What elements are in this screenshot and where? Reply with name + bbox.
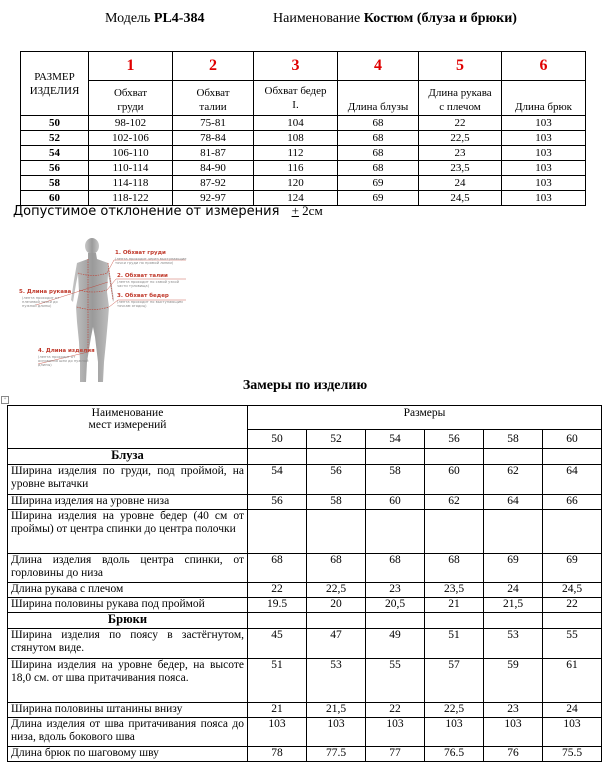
measurement-value: 56 (248, 495, 307, 510)
column-header: Обхват бедер I. (254, 81, 338, 116)
model-value: PL4-384 (153, 11, 205, 26)
size-value-cell: 81-87 (173, 146, 254, 161)
measurement-label: Длина брюк по шаговому шву (8, 747, 248, 762)
column-header: Длина брюк (502, 81, 586, 116)
column-number: 4 (338, 52, 419, 81)
size-value-cell: 68 (338, 116, 419, 131)
empty-cell (248, 449, 307, 465)
measurement-value: 68 (307, 554, 366, 583)
measurement-value: 77 (366, 747, 425, 762)
measurements-title: Замеры по изделию (242, 378, 368, 393)
size-column-header: 56 (425, 430, 484, 449)
size-value-cell: 110-114 (89, 161, 173, 176)
figure-note: (лента проходит по выступающим точкам ягодиц) (117, 300, 183, 308)
measurement-value: 57 (425, 659, 484, 703)
measurement-value: 23 (366, 583, 425, 598)
size-value-cell: 69 (338, 191, 419, 206)
figure-label: 4. Длина изделия (38, 348, 95, 354)
measurement-row (8, 598, 602, 613)
column-number: 3 (254, 52, 338, 81)
measurement-value: 53 (307, 659, 366, 703)
measurement-value (248, 510, 307, 554)
column-header: Длина рукава с плечом (419, 81, 502, 116)
size-value-cell: 124 (254, 191, 338, 206)
measurement-value: 22,5 (425, 703, 484, 718)
size-column-header: 58 (484, 430, 543, 449)
measurement-value: 56 (307, 465, 366, 495)
empty-cell (543, 613, 602, 629)
size-column-header: 60 (543, 430, 602, 449)
table-move-handle-icon[interactable]: + (1, 396, 9, 404)
size-value-cell: 103 (502, 161, 586, 176)
measurement-value: 22,5 (307, 583, 366, 598)
measurement-label: Длина изделия вдоль центра спинки, от горловины до низа (8, 554, 248, 583)
measurement-value: 59 (484, 659, 543, 703)
size-value-cell: 114-118 (89, 176, 173, 191)
product-name-label: Наименование (273, 11, 361, 26)
figure-label: 3. Обхват бедер (117, 293, 169, 299)
measurement-row (8, 629, 602, 659)
measurement-value: 58 (366, 465, 425, 495)
size-row (21, 161, 586, 176)
measurement-row (8, 703, 602, 718)
measurement-value: 22 (366, 703, 425, 718)
empty-cell (366, 449, 425, 465)
measurement-value: 54 (248, 465, 307, 495)
measurement-value: 62 (484, 465, 543, 495)
size-value-cell: 118-122 (89, 191, 173, 206)
measurement-value: 60 (425, 465, 484, 495)
size-column-header: 52 (307, 430, 366, 449)
section-title: Брюки (8, 613, 248, 629)
size-value-cell: 22,5 (419, 131, 502, 146)
column-number: 2 (173, 52, 254, 81)
measurement-value: 69 (543, 554, 602, 583)
body-silhouette (16, 232, 196, 392)
measurement-value: 69 (484, 554, 543, 583)
model-line (105, 11, 204, 27)
measurement-value: 20,5 (366, 598, 425, 613)
figure-label: 2. Обхват талии (117, 273, 168, 279)
measurement-value: 60 (366, 495, 425, 510)
empty-cell (307, 449, 366, 465)
empty-cell (543, 449, 602, 465)
tolerance-sign: + (291, 203, 299, 218)
measurement-value: 103 (248, 718, 307, 747)
product-name-value: Костюм (блуза и брюки) (363, 11, 517, 26)
size-value-cell: 24,5 (419, 191, 502, 206)
size-cell: 58 (21, 176, 89, 191)
size-value-cell: 103 (502, 131, 586, 146)
size-value-cell: 102-106 (89, 131, 173, 146)
measurement-value: 78 (248, 747, 307, 762)
figure-label: 5. Длина рукава (19, 289, 72, 295)
figure-note: (лента проходит по самой узкой части туловища) (117, 280, 179, 288)
size-value-cell: 103 (502, 146, 586, 161)
measurement-value: 61 (543, 659, 602, 703)
size-value-cell: 68 (338, 131, 419, 146)
measurement-value: 103 (366, 718, 425, 747)
empty-cell (248, 613, 307, 629)
measurement-value: 77.5 (307, 747, 366, 762)
size-row (21, 116, 586, 131)
empty-cell (307, 613, 366, 629)
measurement-row (8, 510, 602, 554)
measurement-value: 75.5 (543, 747, 602, 762)
measurement-value: 51 (425, 629, 484, 659)
figure-note: (лента проходит от основания шеи до нужной длины) (38, 355, 89, 367)
column-number: 1 (89, 52, 173, 81)
size-value-cell: 68 (338, 161, 419, 176)
size-column-header: 50 (248, 430, 307, 449)
measurement-row (8, 747, 602, 762)
measurement-value: 103 (484, 718, 543, 747)
section-row (8, 613, 602, 629)
measurement-value: 55 (543, 629, 602, 659)
measurement-value (543, 510, 602, 554)
tolerance-value: 2см (298, 203, 323, 218)
measurement-value: 49 (366, 629, 425, 659)
sizes-header: Размеры (248, 406, 602, 430)
size-value-cell: 108 (254, 131, 338, 146)
measurement-row (8, 659, 602, 703)
document-header (0, 11, 610, 31)
size-value-cell: 69 (338, 176, 419, 191)
measurement-value: 21 (425, 598, 484, 613)
measurement-row (8, 718, 602, 747)
measurement-row (8, 554, 602, 583)
measurement-value: 24 (543, 703, 602, 718)
measurement-value: 22 (543, 598, 602, 613)
size-chart-table (20, 51, 586, 206)
size-value-cell: 112 (254, 146, 338, 161)
measurement-value: 20 (307, 598, 366, 613)
size-value-cell: 87-92 (173, 176, 254, 191)
measurement-value: 53 (484, 629, 543, 659)
size-cell: 52 (21, 131, 89, 146)
section-row (8, 449, 602, 465)
section-title: Блуза (8, 449, 248, 465)
measurement-value: 68 (425, 554, 484, 583)
measurement-row (8, 465, 602, 495)
figure-note: (лента проходит от плечевой точки до нужной длины) (22, 296, 60, 308)
measurement-value: 58 (307, 495, 366, 510)
measurement-value: 24 (484, 583, 543, 598)
measurement-value: 55 (366, 659, 425, 703)
column-header: Обхват груди (89, 81, 173, 116)
size-value-cell: 103 (502, 191, 586, 206)
measurement-value: 47 (307, 629, 366, 659)
size-value-cell: 23 (419, 146, 502, 161)
measurement-value: 21,5 (307, 703, 366, 718)
size-cell: 54 (21, 146, 89, 161)
size-value-cell: 75-81 (173, 116, 254, 131)
size-value-cell: 22 (419, 116, 502, 131)
size-value-cell: 103 (502, 176, 586, 191)
measurement-value: 23 (484, 703, 543, 718)
measurement-label: Ширина изделия на уровне низа (8, 495, 248, 510)
measurement-label: Ширина изделия на уровне бедер (40 см от проймы) от центра спинки до центра полочки (8, 510, 248, 554)
column-header: Обхват талии (173, 81, 254, 116)
body-measurement-figure (16, 232, 196, 392)
measurement-name-header: Наименование мест измерений (8, 406, 248, 449)
measurement-value: 51 (248, 659, 307, 703)
size-value-cell: 24 (419, 176, 502, 191)
measurement-value (484, 510, 543, 554)
column-number: 6 (502, 52, 586, 81)
figure-note: (лента проходит через выступающие точки груди по прямой линии) (115, 257, 187, 265)
size-value-cell: 23,5 (419, 161, 502, 176)
measurement-row (8, 495, 602, 510)
measurement-label: Длина изделия от шва притачивания пояса до низа, вдоль бокового шва (8, 718, 248, 747)
size-value-cell: 68 (338, 146, 419, 161)
measurement-value: 21 (248, 703, 307, 718)
size-value-cell: 98-102 (89, 116, 173, 131)
model-label: Модель (105, 11, 151, 26)
measurement-value: 68 (248, 554, 307, 583)
measurement-value (366, 510, 425, 554)
measurement-label: Длина рукава с плечом (8, 583, 248, 598)
measurement-value: 23,5 (425, 583, 484, 598)
empty-cell (425, 449, 484, 465)
measurement-label: Ширина изделия на уровне бедер, на высоте 18,0 см. от шва притачивания пояса. (8, 659, 248, 703)
size-value-cell: 104 (254, 116, 338, 131)
empty-cell (425, 613, 484, 629)
measurement-value: 64 (484, 495, 543, 510)
size-row (21, 176, 586, 191)
measurement-value: 45 (248, 629, 307, 659)
empty-cell (366, 613, 425, 629)
measurement-value (425, 510, 484, 554)
measurements-table (7, 405, 602, 762)
measurement-label: Ширина половины рукава под проймой (8, 598, 248, 613)
column-number: 5 (419, 52, 502, 81)
measurement-label: Ширина изделия по поясу в застёгнутом, стянутом виде. (8, 629, 248, 659)
measurement-value: 62 (425, 495, 484, 510)
measurement-value: 21,5 (484, 598, 543, 613)
size-chart-corner: РАЗМЕР ИЗДЕЛИЯ (21, 52, 89, 116)
measurement-value: 66 (543, 495, 602, 510)
size-value-cell: 106-110 (89, 146, 173, 161)
size-value-cell: 116 (254, 161, 338, 176)
measurement-value: 19.5 (248, 598, 307, 613)
measurement-value: 24,5 (543, 583, 602, 598)
size-value-cell: 78-84 (173, 131, 254, 146)
size-cell: 60 (21, 191, 89, 206)
size-row (21, 131, 586, 146)
size-column-header: 54 (366, 430, 425, 449)
measurement-value: 76.5 (425, 747, 484, 762)
measurement-label: Ширина изделия по груди, под проймой, на уровне вытачки (8, 465, 248, 495)
measurement-value: 22 (248, 583, 307, 598)
empty-cell (484, 449, 543, 465)
size-row (21, 146, 586, 161)
product-name-line (273, 11, 517, 27)
figure-label: 1. Обхват груди (115, 250, 166, 256)
empty-cell (484, 613, 543, 629)
size-value-cell: 120 (254, 176, 338, 191)
size-value-cell: 92-97 (173, 191, 254, 206)
measurement-value: 103 (543, 718, 602, 747)
measurement-value: 64 (543, 465, 602, 495)
measurement-value: 76 (484, 747, 543, 762)
size-value-cell: 103 (502, 116, 586, 131)
measurement-row (8, 583, 602, 598)
measurement-value: 68 (366, 554, 425, 583)
size-cell: 56 (21, 161, 89, 176)
measurement-label: Ширина половины штанины внизу (8, 703, 248, 718)
measurement-value: 103 (425, 718, 484, 747)
measurement-value (307, 510, 366, 554)
column-header: Длина блузы (338, 81, 419, 116)
size-cell: 50 (21, 116, 89, 131)
tolerance-note (13, 203, 323, 219)
measurement-value: 103 (307, 718, 366, 747)
tolerance-text: Допустимое отклонение от измерения (13, 204, 280, 219)
size-value-cell: 84-90 (173, 161, 254, 176)
